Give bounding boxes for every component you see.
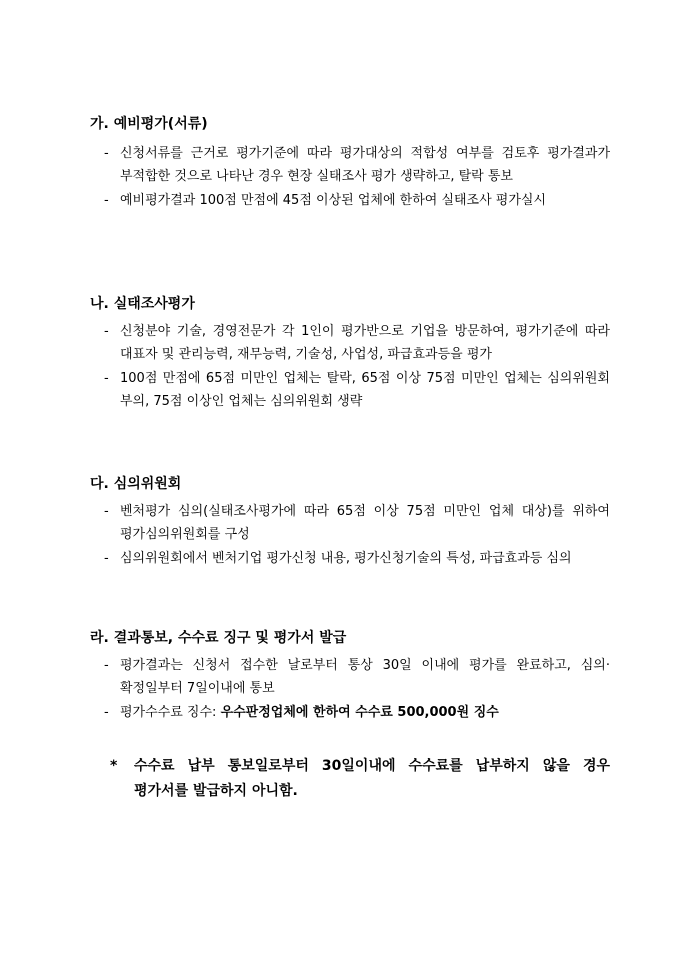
list-item-text: 예비평가결과 100점 만점에 45점 이상된 업체에 한하여 실태조사 평가실시 bbox=[120, 193, 547, 208]
section-preliminary-evaluation bbox=[90, 112, 610, 212]
list-item bbox=[90, 189, 610, 212]
section-result-notice-fee bbox=[90, 626, 610, 724]
dash-marker: - bbox=[104, 551, 109, 566]
section-field-survey-evaluation bbox=[90, 292, 610, 413]
section-heading: 가. 예비평가(서류) bbox=[90, 116, 208, 132]
list-item bbox=[90, 654, 610, 700]
section-heading: 나. 실태조사평가 bbox=[90, 296, 195, 312]
dash-marker: - bbox=[104, 504, 109, 519]
note-marker: * bbox=[110, 758, 118, 774]
list-item-text: 평가결과는 신청서 접수한 날로부터 통상 30일 이내에 평가를 완료하고, 심의·확정일부터 7일이내에 통보 bbox=[120, 658, 610, 696]
list-item bbox=[90, 320, 610, 366]
list-item bbox=[90, 547, 610, 570]
section-heading: 다. 심의위원회 bbox=[90, 476, 182, 492]
dash-marker: - bbox=[104, 146, 109, 161]
dash-marker: - bbox=[104, 658, 109, 673]
list-item-text: 심의위원회에서 벤처기업 평가신청 내용, 평가신청기술의 특성, 파급효과등 심의 bbox=[120, 551, 572, 566]
fee-emphasis: 우수판정업체에 한하여 수수료 500,000원 징수 bbox=[220, 705, 499, 720]
list-item-fee bbox=[90, 701, 610, 724]
dash-marker: - bbox=[104, 324, 109, 339]
fee-payment-note bbox=[110, 754, 610, 804]
dash-marker: - bbox=[104, 193, 109, 208]
section-review-committee bbox=[90, 472, 610, 570]
note-text: 수수료 납부 통보일로부터 30일이내에 수수료를 납부하지 않을 경우 평가서를 발급하지 아니함. bbox=[134, 758, 610, 799]
list-item-text: 100점 만점에 65점 미만인 업체는 탈락, 65점 이상 75점 미만인 업체는 심의위원회 부의, 75점 이상인 업체는 심의위원회 생략 bbox=[120, 371, 610, 409]
dash-marker: - bbox=[104, 705, 109, 720]
list-item bbox=[90, 367, 610, 413]
list-item-text: 신청분야 기술, 경영전문가 각 1인이 평가반으로 기업을 방문하여, 평가기준에 따라 대표자 및 관리능력, 재무능력, 기술성, 사업성, 파급효과등을 평가 bbox=[120, 324, 610, 362]
list-item-text: 신청서류를 근거로 평가기준에 따라 평가대상의 적합성 여부를 검토후 평가결과가 부적합한 것으로 나타난 경우 현장 실태조사 평가 생략하고, 탈락 통보 bbox=[120, 146, 610, 184]
list-item bbox=[90, 142, 610, 188]
fee-prefix: 평가수수료 징수: bbox=[120, 705, 221, 720]
dash-marker: - bbox=[104, 371, 109, 386]
list-item-text bbox=[120, 701, 610, 724]
section-heading: 라. 결과통보, 수수료 징구 및 평가서 발급 bbox=[90, 630, 347, 646]
list-item-text: 벤처평가 심의(실태조사평가에 따라 65점 이상 75점 미만인 업체 대상)를 위하여 평가심의위원회를 구성 bbox=[120, 504, 610, 542]
list-item bbox=[90, 500, 610, 546]
